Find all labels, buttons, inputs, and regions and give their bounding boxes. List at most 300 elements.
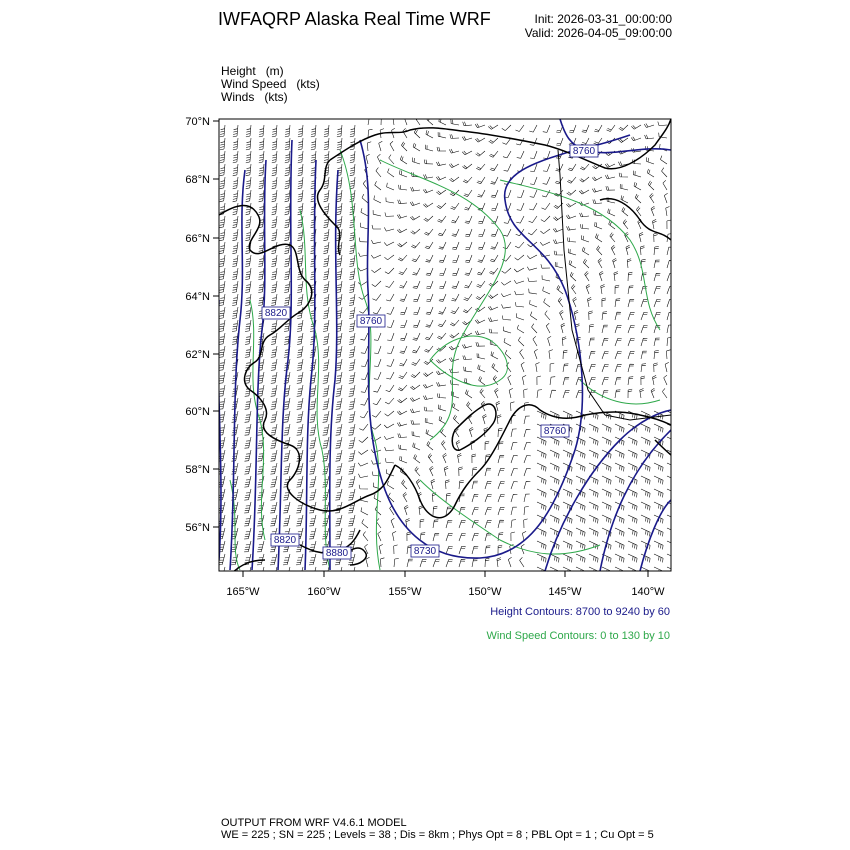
wind-barb xyxy=(529,216,537,223)
wind-barb xyxy=(386,458,395,463)
wind-barb xyxy=(438,229,446,236)
lon-label: 165°W xyxy=(226,586,260,598)
wind-barb xyxy=(384,436,394,439)
wind-barb xyxy=(611,245,615,255)
wind-barb xyxy=(297,411,303,422)
wind-barb xyxy=(537,390,542,398)
wind-barb xyxy=(397,411,407,415)
wind-barb xyxy=(257,515,264,526)
wind-barb xyxy=(654,273,660,281)
wind-barb xyxy=(232,294,238,306)
wind-barb xyxy=(502,268,511,273)
wind-barb xyxy=(450,369,459,373)
wind-barb xyxy=(323,437,330,448)
wind-barb xyxy=(478,216,485,224)
wind-barb xyxy=(620,184,628,190)
wind-barb xyxy=(641,424,650,432)
wind-barb xyxy=(589,450,598,458)
wind-barb xyxy=(420,519,424,528)
wind-barb xyxy=(501,281,511,285)
wind-barb xyxy=(375,181,381,190)
wind-barb xyxy=(424,229,433,235)
wind-barb xyxy=(233,138,238,150)
wind-barb xyxy=(514,268,524,272)
wind-barb xyxy=(452,242,459,250)
wind-barb xyxy=(662,168,668,177)
wind-barb xyxy=(594,125,602,132)
wind-barb xyxy=(309,554,316,565)
wind-barb xyxy=(428,454,433,464)
wind-barb xyxy=(412,255,420,262)
wind-barb xyxy=(489,329,498,333)
wind-barb xyxy=(615,364,622,372)
wind-barb xyxy=(667,489,676,497)
wind-barb xyxy=(580,164,589,170)
wind-barb xyxy=(439,242,446,249)
wind-barb xyxy=(597,246,603,255)
wind-barb xyxy=(297,385,303,396)
wind-barb xyxy=(400,456,407,463)
wind-barb xyxy=(527,267,537,271)
wind-barb xyxy=(476,342,485,346)
wind-barb xyxy=(398,200,407,204)
wind-barb xyxy=(414,454,420,463)
wind-barb xyxy=(392,531,396,541)
wind-barb xyxy=(323,229,329,241)
lon-label: 155°W xyxy=(388,586,422,598)
wind-barb xyxy=(349,294,355,306)
wind-barb xyxy=(285,151,290,163)
wind-barb xyxy=(628,528,637,536)
wind-barb xyxy=(296,567,303,578)
wind-barb xyxy=(219,281,225,293)
wind-barb xyxy=(407,532,411,541)
wind-barb xyxy=(426,130,433,138)
wind-barb xyxy=(631,137,641,141)
wind-barb xyxy=(433,506,437,515)
wind-barb xyxy=(567,177,576,183)
wind-barb xyxy=(439,255,446,262)
wind-barb xyxy=(285,125,290,137)
wind-barb xyxy=(463,356,472,360)
wind-barb xyxy=(437,147,446,151)
wind-barb xyxy=(654,489,663,497)
wind-barb xyxy=(615,489,624,497)
wind-barb xyxy=(233,216,239,228)
wind-barb xyxy=(446,560,453,568)
wind-barb xyxy=(459,559,465,567)
wind-barb xyxy=(456,440,460,450)
wind-barb xyxy=(244,528,251,539)
wind-barb xyxy=(387,320,394,328)
wind-barb xyxy=(563,528,572,536)
wind-barb xyxy=(358,463,368,466)
wind-barb xyxy=(371,255,381,258)
wind-barb xyxy=(258,281,264,293)
wind-barb xyxy=(297,242,303,254)
wind-barb xyxy=(285,164,290,176)
wind-barb xyxy=(246,177,251,189)
wind-barb xyxy=(310,437,317,448)
wind-barb xyxy=(284,281,290,293)
wind-barb xyxy=(296,554,303,565)
wind-barb xyxy=(283,502,290,513)
wind-barb xyxy=(554,251,563,255)
wind-barb xyxy=(451,120,459,126)
wind-barb xyxy=(475,138,485,142)
wind-barb xyxy=(641,299,648,307)
wind-barb xyxy=(654,338,660,346)
wind-barb xyxy=(272,190,277,202)
wind-barb xyxy=(605,164,615,168)
wind-barb xyxy=(220,138,225,150)
wind-barb xyxy=(615,541,624,549)
wind-barb xyxy=(386,294,394,301)
wind-barb xyxy=(465,242,472,250)
wind-barb xyxy=(446,493,451,502)
wind-barb xyxy=(541,264,550,268)
wind-barb xyxy=(258,229,264,241)
wind-barb xyxy=(220,177,225,189)
field-label-winds: Winds (kts) xyxy=(221,90,288,104)
wind-barb xyxy=(537,476,546,484)
wind-barb xyxy=(540,242,550,245)
wind-barb xyxy=(298,138,303,150)
wind-barb xyxy=(550,363,554,372)
wind-barb xyxy=(441,440,446,450)
wind-barb xyxy=(372,225,381,229)
wind-barb xyxy=(413,320,420,327)
wind-barb xyxy=(615,463,624,471)
wind-barb xyxy=(485,558,489,567)
wind-barb xyxy=(628,502,637,510)
wind-barb xyxy=(402,480,408,489)
wind-barb xyxy=(366,557,370,567)
wind-barb xyxy=(497,415,501,424)
wind-barb xyxy=(452,255,459,263)
wind-barb xyxy=(257,489,264,500)
wind-barb xyxy=(371,240,381,244)
wind-barb xyxy=(562,337,566,346)
wind-barb xyxy=(478,242,485,249)
wind-barb xyxy=(582,247,589,255)
wind-barb xyxy=(399,185,407,190)
wind-barb xyxy=(443,453,447,463)
lon-label: 145°W xyxy=(548,586,582,598)
wind-barb xyxy=(567,190,576,195)
wind-barb xyxy=(615,554,624,562)
wind-barb xyxy=(385,398,394,404)
wind-barb xyxy=(541,216,550,222)
wind-barb xyxy=(259,177,264,189)
wind-barb xyxy=(323,320,329,332)
wind-barb xyxy=(576,450,585,458)
wind-barb xyxy=(244,541,251,552)
wind-barb xyxy=(271,294,277,306)
lon-label: 140°W xyxy=(631,586,665,598)
wind-barb xyxy=(490,164,498,171)
wind-barb xyxy=(233,203,238,215)
wind-barb xyxy=(219,359,225,370)
wind-barb xyxy=(410,398,420,402)
wind-barb xyxy=(459,481,464,490)
wind-barb xyxy=(451,203,460,210)
wind-barb xyxy=(349,424,355,435)
wind-barb xyxy=(667,287,674,295)
wind-barb xyxy=(516,313,524,320)
wind-barb xyxy=(589,411,598,419)
wind-barb xyxy=(449,177,459,182)
wind-barb xyxy=(323,268,329,280)
wind-barb xyxy=(530,300,537,307)
wind-barb xyxy=(245,411,251,422)
wind-barb xyxy=(537,502,546,510)
wind-barb xyxy=(361,333,369,340)
wind-barb xyxy=(425,333,433,340)
wind-barb xyxy=(485,520,492,528)
wind-barb xyxy=(412,346,420,353)
wind-barb xyxy=(639,232,643,242)
wind-barb xyxy=(576,515,585,523)
wind-barb xyxy=(615,476,624,484)
wind-barb xyxy=(602,424,611,432)
wind-barb xyxy=(622,207,628,216)
wind-barb xyxy=(520,557,524,567)
wind-barb xyxy=(423,203,433,207)
wind-barb xyxy=(373,398,381,405)
wind-barb xyxy=(667,247,673,255)
wind-barb xyxy=(349,372,355,383)
wind-barb xyxy=(550,515,559,523)
longitude-axis xyxy=(226,571,665,598)
wind-barb xyxy=(245,450,252,461)
wind-barb xyxy=(416,479,420,489)
wind-barb xyxy=(477,353,485,359)
wind-barb xyxy=(550,463,559,471)
wind-barb xyxy=(472,546,478,554)
wind-barb xyxy=(524,389,528,398)
wind-barb xyxy=(270,554,277,565)
wind-barb xyxy=(576,528,585,536)
wind-barb xyxy=(615,299,620,307)
wind-barb xyxy=(389,155,394,164)
wind-barb xyxy=(491,216,498,224)
wind-barb xyxy=(399,268,407,275)
wind-barb xyxy=(667,220,671,229)
wind-barb xyxy=(412,268,420,275)
wind-barb xyxy=(348,528,355,539)
wind-barb xyxy=(498,507,505,515)
wind-barb xyxy=(488,125,498,129)
wind-barb xyxy=(491,242,499,249)
wind-barb xyxy=(271,411,277,422)
wind-barb xyxy=(272,151,277,163)
wind-barb xyxy=(337,125,342,137)
wind-barb xyxy=(336,398,342,409)
wind-barb xyxy=(426,307,433,314)
wind-barb xyxy=(631,125,641,129)
wind-barb xyxy=(667,450,676,458)
wind-barb xyxy=(576,502,585,510)
wind-barb xyxy=(436,176,446,180)
wind-barb xyxy=(283,463,290,474)
wind-barb xyxy=(628,326,635,334)
wind-barb xyxy=(336,450,343,461)
wind-barb xyxy=(232,229,238,241)
wind-barb xyxy=(285,138,290,150)
wind-barb xyxy=(350,164,355,176)
wind-barb xyxy=(361,507,368,515)
wind-barb xyxy=(410,385,420,390)
wind-barb xyxy=(476,164,485,170)
wind-barb xyxy=(536,363,540,373)
wind-barb xyxy=(667,325,673,333)
wind-barb xyxy=(323,346,329,357)
wind-barb xyxy=(489,268,498,274)
wind-barb xyxy=(450,333,459,338)
wind-barb xyxy=(660,156,667,164)
wind-barb xyxy=(449,149,459,153)
wind-barb xyxy=(424,216,433,221)
wind-barb xyxy=(399,281,407,288)
wind-barb xyxy=(537,528,546,536)
wind-barb xyxy=(489,151,498,157)
wind-barb xyxy=(322,476,329,487)
wind-barb xyxy=(411,187,420,191)
wind-barb xyxy=(666,350,670,359)
wind-barb xyxy=(595,234,602,242)
wind-barb xyxy=(384,424,394,428)
wind-barb xyxy=(579,190,589,194)
wind-barb xyxy=(654,300,661,308)
wind-barb xyxy=(348,515,355,526)
wind-barb xyxy=(570,272,576,281)
wind-barb xyxy=(245,424,251,435)
wind-barb xyxy=(426,294,433,302)
wind-barb xyxy=(654,463,663,471)
wind-barb xyxy=(503,151,511,158)
wind-barb xyxy=(537,437,546,445)
wind-barb xyxy=(335,567,342,578)
wind-barb xyxy=(517,325,524,333)
wind-barb xyxy=(581,224,590,229)
wind-barb xyxy=(349,385,355,396)
wind-barb xyxy=(400,156,407,164)
wind-barb xyxy=(245,333,251,345)
wind-barb xyxy=(437,203,446,209)
wind-barb xyxy=(403,492,407,502)
wind-barb xyxy=(372,281,381,287)
wind-barb xyxy=(654,424,663,432)
wind-barb xyxy=(297,229,303,241)
wind-barb xyxy=(602,437,611,445)
wind-barb xyxy=(232,307,238,319)
wind-barb xyxy=(257,567,264,578)
wind-barb xyxy=(549,350,553,359)
wind-barb xyxy=(465,390,472,398)
wind-barb xyxy=(309,528,316,539)
wind-barb xyxy=(246,203,251,215)
wind-barb xyxy=(309,567,316,578)
wind-barb xyxy=(358,450,368,455)
wind-barb xyxy=(283,515,290,526)
contour-label: 8880 xyxy=(325,548,349,559)
wind-barb xyxy=(413,281,420,288)
wind-barb xyxy=(492,363,498,372)
wind-barb xyxy=(464,294,472,301)
wind-barb xyxy=(667,299,674,307)
wind-barb xyxy=(491,229,498,236)
wind-barb xyxy=(296,515,303,526)
wind-barb xyxy=(469,427,473,437)
wind-barb xyxy=(439,281,446,289)
wind-barb xyxy=(477,268,485,275)
wind-barb xyxy=(463,177,472,183)
wind-barb xyxy=(309,515,316,526)
wind-barb xyxy=(452,403,459,411)
wind-barb xyxy=(284,450,291,461)
wind-barb xyxy=(654,450,663,458)
wind-barb xyxy=(528,278,537,282)
wind-barb xyxy=(411,420,420,424)
wind-barb xyxy=(323,333,329,345)
wind-barb xyxy=(475,124,485,128)
wind-barb xyxy=(560,310,564,320)
wind-barb xyxy=(296,489,303,500)
wind-barb xyxy=(490,255,498,262)
wind-barb xyxy=(654,502,663,510)
wind-barb xyxy=(359,307,368,313)
wind-barb xyxy=(419,506,423,515)
wind-barb xyxy=(311,138,316,150)
lat-label: 56°N xyxy=(185,522,210,534)
wind-barb xyxy=(472,481,478,489)
lat-label: 62°N xyxy=(185,349,210,361)
wind-barb xyxy=(232,281,238,293)
wind-barb xyxy=(550,554,559,562)
wind-barb xyxy=(511,429,517,437)
wind-barb xyxy=(400,333,407,341)
wind-barb xyxy=(650,193,654,203)
wind-barb xyxy=(555,177,563,184)
wind-barb xyxy=(361,359,368,367)
wind-barb xyxy=(431,479,435,489)
contour-label: 8820 xyxy=(264,308,288,319)
wind-barb xyxy=(537,554,546,562)
wind-barb xyxy=(394,559,399,568)
wind-barb xyxy=(533,336,537,346)
wind-barb xyxy=(232,242,238,254)
wind-barb xyxy=(576,476,585,484)
wind-barb xyxy=(426,429,433,437)
wind-barb xyxy=(511,520,516,528)
wind-barb xyxy=(566,203,576,207)
wind-barb xyxy=(349,359,355,370)
wind-barb xyxy=(524,507,529,516)
wind-barb xyxy=(503,242,511,249)
wind-barb xyxy=(270,515,277,526)
wind-barb xyxy=(371,268,381,273)
wind-barb xyxy=(628,364,634,372)
wind-barb xyxy=(550,437,559,445)
wind-barb xyxy=(511,507,517,515)
wind-barb xyxy=(376,168,381,178)
wind-barb xyxy=(589,311,593,320)
wind-barb xyxy=(348,476,355,487)
wind-barb xyxy=(459,546,466,554)
wind-barb xyxy=(361,372,368,380)
wind-barb xyxy=(385,411,394,416)
